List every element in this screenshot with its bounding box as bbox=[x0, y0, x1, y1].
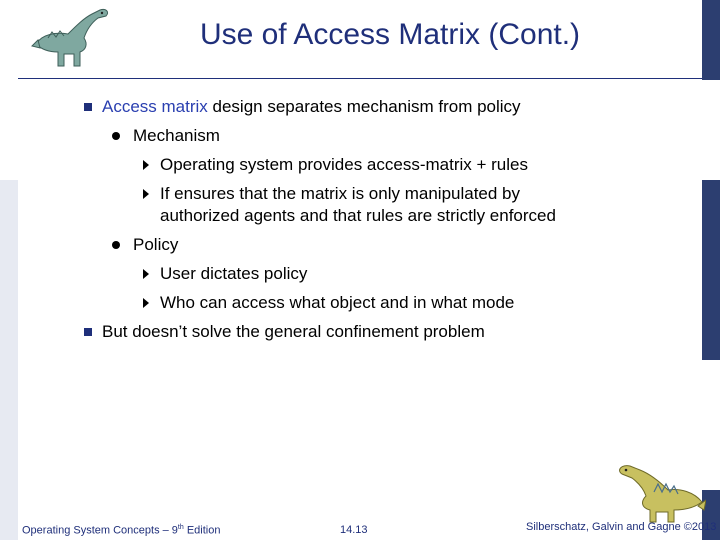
triangle-bullet-icon bbox=[143, 269, 149, 279]
footer-page-number: 14.13 bbox=[340, 524, 368, 536]
footer-book: Operating System Concepts – 9th Edition bbox=[22, 524, 221, 537]
footer-copyright: Silberschatz, Galvin and Gagne ©2013 bbox=[526, 521, 717, 533]
bullet-text: authorized agents and that rules are strictly enforced bbox=[160, 206, 556, 225]
bullet-continuation bbox=[160, 204, 556, 227]
bullet-text: design separates mechanism from policy bbox=[207, 97, 521, 116]
right-decor-bar bbox=[702, 0, 720, 540]
triangle-bullet-icon bbox=[143, 298, 149, 308]
mechanism-label: Mechanism bbox=[133, 126, 220, 145]
dinosaur-icon bbox=[610, 462, 706, 524]
page-title: Use of Access Matrix (Cont.) bbox=[199, 18, 581, 51]
bullet-text: User dictates policy bbox=[160, 264, 308, 283]
access-matrix-link[interactable]: Access matrix bbox=[102, 97, 208, 116]
bullet-text: If ensures that the matrix is only manipulated by bbox=[160, 184, 521, 203]
circle-bullet-icon bbox=[112, 132, 120, 140]
square-bullet-icon bbox=[84, 328, 92, 336]
square-bullet-icon bbox=[84, 103, 92, 111]
bullet-level1 bbox=[102, 95, 521, 118]
triangle-bullet-icon bbox=[143, 160, 149, 170]
title-divider bbox=[18, 78, 702, 79]
bullet-level3 bbox=[160, 182, 520, 205]
policy-label: Policy bbox=[133, 235, 179, 254]
bullet-level1 bbox=[102, 320, 485, 343]
bullet-text: Who can access what object and in what mode bbox=[160, 293, 515, 312]
bullet-level3 bbox=[160, 262, 307, 285]
circle-bullet-icon bbox=[112, 241, 120, 249]
bullet-level2 bbox=[133, 233, 178, 256]
triangle-bullet-icon bbox=[143, 189, 149, 199]
bullet-level3 bbox=[160, 153, 528, 176]
bullet-text: But doesn’t solve the general confinement problem bbox=[102, 322, 485, 341]
dinosaur-icon bbox=[28, 4, 116, 72]
left-decor-bar bbox=[0, 0, 18, 540]
bullet-level2 bbox=[133, 124, 220, 147]
bullet-level3 bbox=[160, 291, 514, 314]
bullet-text: Operating system provides access-matrix + rules bbox=[160, 155, 528, 174]
